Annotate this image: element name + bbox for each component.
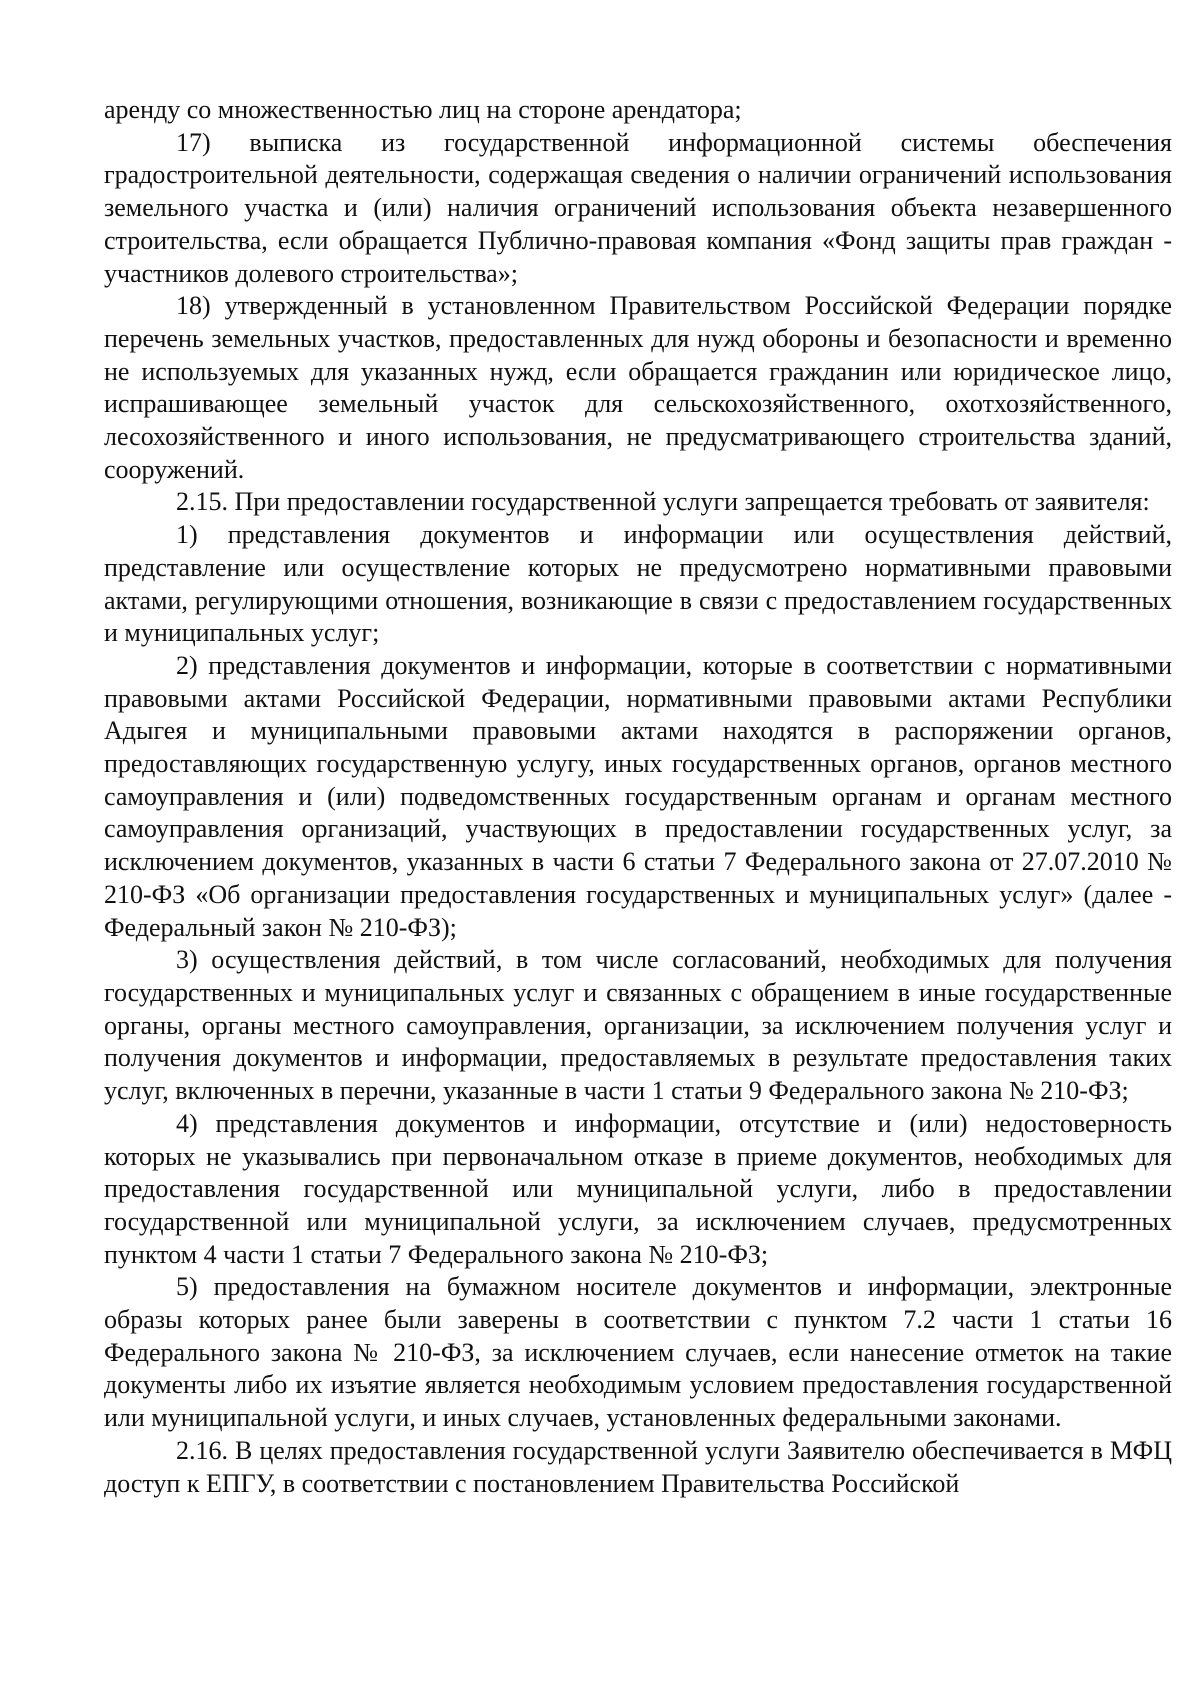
paragraph-2-15-item-4: 4) представления документов и информации, отсутствие и (или) недостоверность которых не указывались при первоначальном отказе в приеме документов, необходимых для предоставления государственной или муниципальной услуги, либо в предоставлении государственной или муниципальной услуги, за исключением случаев, предусмотренных пунктом 4 части 1 статьи 7 Федерального закона № 210-ФЗ;: [104, 1108, 1172, 1269]
paragraph-item-18: 18) утвержденный в установленном Правительством Российской Федерации порядке перечень земельных участков, предоставленных для нужд обороны и безопасности и временно не используемых для указанных нужд, если обращается гражданин или юридическое лицо, испрашивающее земельный участок для сельскохозяйственного, охотхозяйственного, лесохозяйственного и иного использования, не предусматривающего строительства зданий, сооружений.: [104, 291, 1172, 484]
document-page: [104, 94, 1172, 1500]
paragraph-section-2-15: 2.15. При предоставлении государственной услуги запрещается требовать от заявителя:: [176, 487, 1150, 517]
paragraph-2-15-item-1: 1) представления документов и информации или осуществления действий, представление или осуществление которых не предусмотрено нормативными правовыми актами, регулирующими отношения, возникающие в связи с предоставлением государственных и муниципальных услуг;: [104, 520, 1172, 648]
paragraph-item-17: 17) выписка из государственной информационной системы обеспечения градостроительной деятельности, содержащая сведения о наличии ограничений использования земельного участка и (или) наличия ограничений использования объекта незавершенного строительства, если обращается Публично-правовая компания «Фонд защиты прав граждан - участников долевого строительства»;: [104, 127, 1172, 288]
paragraph-2-15-item-3: 3) осуществления действий, в том числе согласований, необходимых для получения государственных и муниципальных услуг и связанных с обращением в иные государственные органы, органы местного самоуправления, организации, за исключением получения услуг и получения документов и информации, предоставляемых в результате предоставления таких услуг, включенных в перечни, указанные в части 1 статьи 9 Федерального закона № 210-ФЗ;: [104, 945, 1172, 1106]
paragraph-continuation: аренду со множественностью лиц на стороне арендатора;: [104, 95, 742, 124]
paragraph-section-2-16: 2.16. В целях предоставления государственной услуги Заявителю обеспечивается в МФЦ доступ к ЕПГУ, в соответствии с постановлением Правительства Российской: [104, 1435, 1172, 1498]
paragraph-2-15-item-5: 5) предоставления на бумажном носителе документов и информации, электронные образы которых ранее были заверены в соответствии с пунктом 7.2 части 1 статьи 16 Федерального закона № 210-ФЗ, за исключением случаев, если нанесение отметок на такие документы либо их изъятие является необходимым условием предоставления государственной или муниципальной услуги, и иных случаев, установленных федеральными законами.: [104, 1272, 1172, 1433]
paragraph-2-15-item-2: 2) представления документов и информации, которые в соответствии с нормативными правовыми актами Российской Федерации, нормативными правовыми актами Республики Адыгея и муниципальными правовыми актами находятся в распоряжении органов, предоставляющих государственную услугу, иных государственных органов, органов местного самоуправления и (или) подведомственных государственным органам и органам местного самоуправления организаций, участвующих в предоставлении государственных услуг, за исключением документов, указанных в части 6 статьи 7 Федерального закона от 27.07.2010 № 210-ФЗ «Об организации предоставления государственных и муниципальных услуг» (далее - Федеральный закон № 210-ФЗ);: [104, 650, 1172, 942]
